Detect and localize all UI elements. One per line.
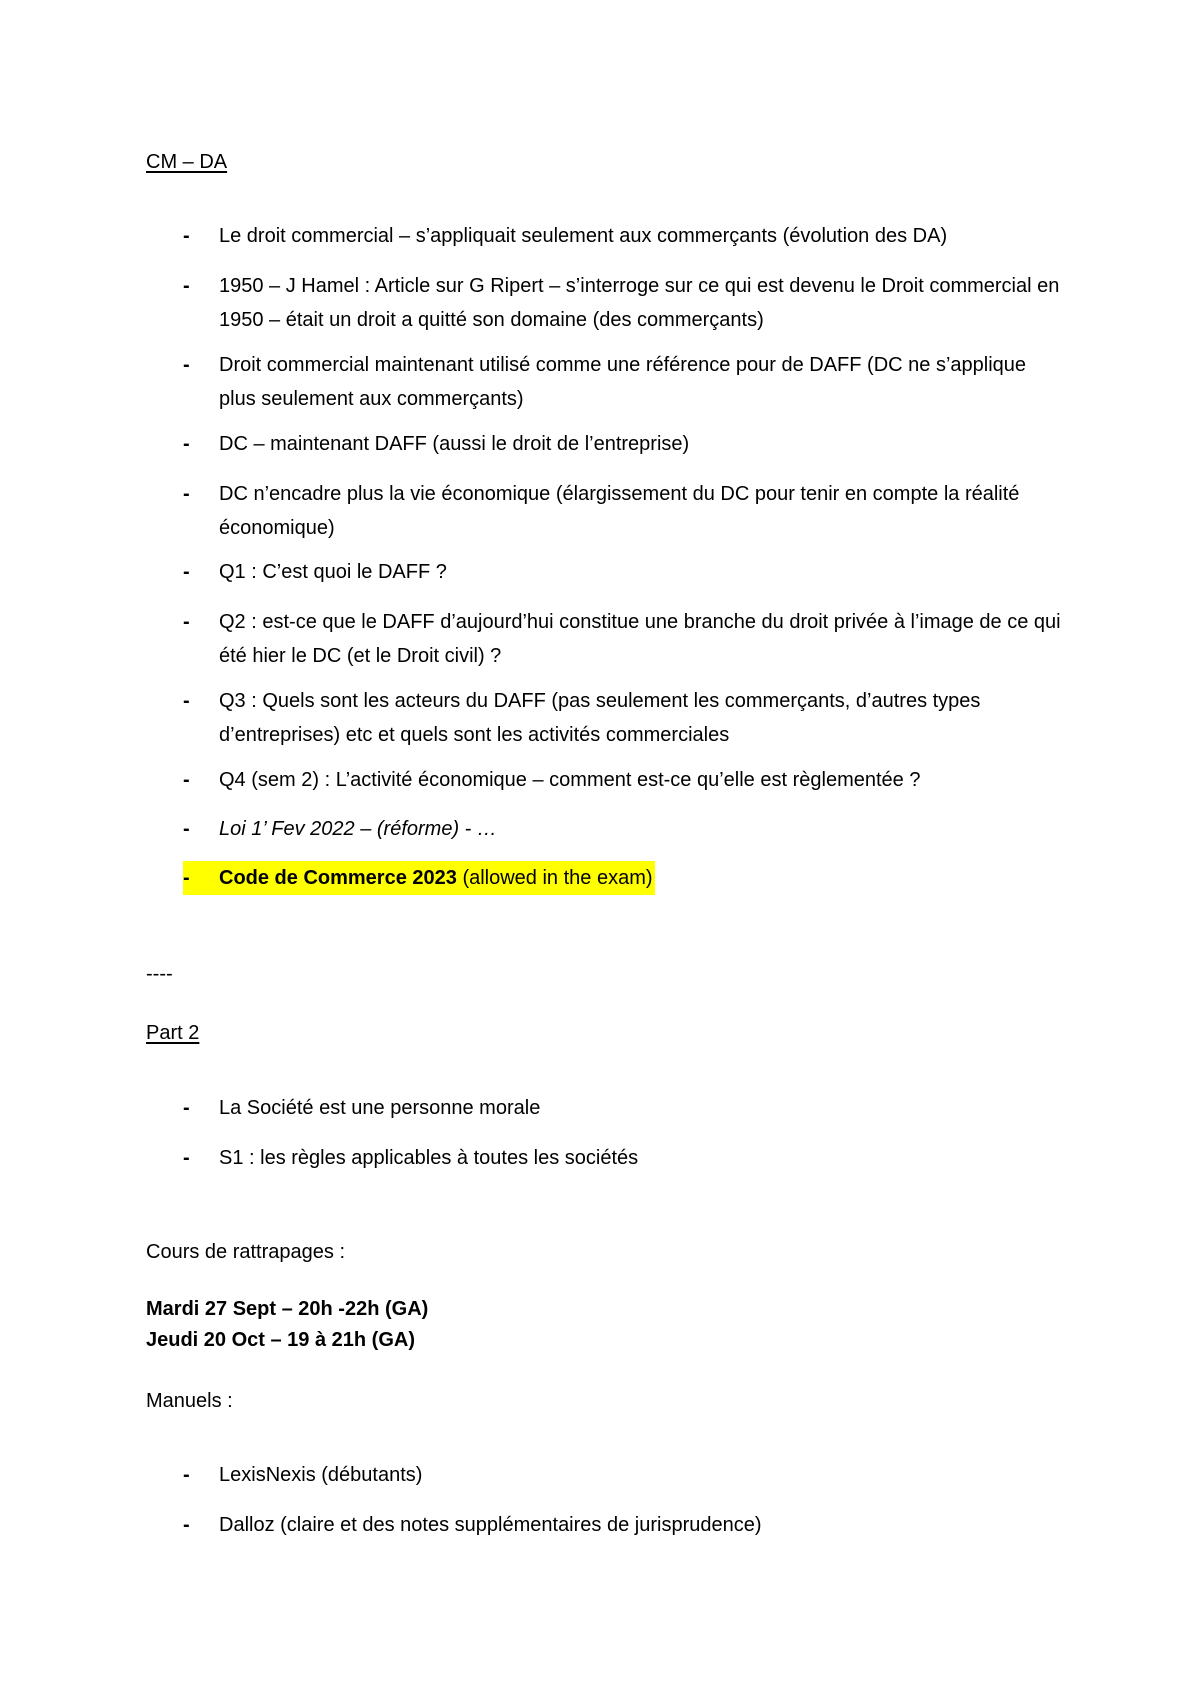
manuels-label: Manuels : <box>146 1390 233 1412</box>
rattrapage-date: Mardi 27 Sept – 20h -22h (GA) <box>146 1298 429 1320</box>
list-item-text: Le droit commercial – s’appliquait seulement aux commerçants (évolution des DA) <box>219 225 948 247</box>
bullet-dash: - <box>183 867 190 889</box>
list-item <box>183 219 1063 253</box>
bullet-dash: - <box>183 1464 190 1486</box>
bullet-dash: - <box>183 1147 190 1169</box>
list-item <box>183 1141 1063 1175</box>
list-item-text: Q1 : C’est quoi le DAFF ? <box>219 561 447 583</box>
list-item-text: Loi 1’ Fev 2022 – (réforme) - … <box>219 818 497 840</box>
list-item-text: Dalloz (claire et des notes supplémentaires de jurisprudence) <box>219 1514 762 1536</box>
bullet-dash: - <box>183 433 190 455</box>
list-item <box>183 348 1063 416</box>
list-item <box>183 812 1063 846</box>
rattrapages-label: Cours de rattrapages : <box>146 1241 345 1263</box>
bullet-dash: - <box>183 275 190 297</box>
section-title-part-2: Part 2 <box>146 1022 200 1044</box>
list-item-text: S1 : les règles applicables à toutes les sociétés <box>219 1147 639 1169</box>
highlight-note-text: (allowed in the exam) <box>456 867 653 889</box>
bullet-dash: - <box>183 354 190 376</box>
list-item <box>183 1458 1063 1492</box>
highlight-bold-text: Code de Commerce 2023 <box>219 867 457 889</box>
list-item-text: La Société est une personne morale <box>219 1097 541 1119</box>
section-title-cm-da: CM – DA <box>146 151 228 173</box>
list-item-text: Droit commercial maintenant utilisé comme une référence pour de DAFF (DC ne s’applique plus seulement aux commerçants) <box>219 354 1027 410</box>
list-item <box>183 427 1063 461</box>
rattrapage-date: Jeudi 20 Oct – 19 à 21h (GA) <box>146 1329 415 1351</box>
list-item <box>183 1508 1063 1542</box>
bullet-dash: - <box>183 561 190 583</box>
list-item-text: 1950 – J Hamel : Article sur G Ripert – s’interroge sur ce qui est devenu le Droit commercial en 1950 – était un droit a quitté son domaine (des commerçants) <box>219 275 1060 331</box>
list-item <box>183 763 1063 797</box>
list-item <box>183 1091 1063 1125</box>
bullet-dash: - <box>183 769 190 791</box>
list-item <box>183 684 1063 752</box>
list-item <box>183 477 1063 545</box>
list-item-text: Q3 : Quels sont les acteurs du DAFF (pas seulement les commerçants, d’autres types d’entreprises) etc et quels sont les activités commerciales <box>219 690 981 746</box>
bullet-dash: - <box>183 818 190 840</box>
list-item-text: DC – maintenant DAFF (aussi le droit de l’entreprise) <box>219 433 690 455</box>
bullet-dash: - <box>183 690 190 712</box>
bullet-dash: - <box>183 611 190 633</box>
list-item <box>183 555 1063 589</box>
list-item-text: Q4 (sem 2) : L’activité économique – comment est-ce qu’elle est règlementée ? <box>219 769 921 791</box>
bullet-dash: - <box>183 1097 190 1119</box>
list-item <box>183 269 1063 337</box>
bullet-dash: - <box>183 1514 190 1536</box>
list-item-text: LexisNexis (débutants) <box>219 1464 423 1486</box>
separator: ---- <box>146 963 173 985</box>
list-item-text <box>219 861 653 895</box>
bullet-dash: - <box>183 225 190 247</box>
highlighted-list-item <box>183 861 655 895</box>
list-item-text: DC n’encadre plus la vie économique (élargissement du DC pour tenir en compte la réalité économique) <box>219 483 1020 539</box>
list-item-text: Q2 : est-ce que le DAFF d’aujourd’hui constitue une branche du droit privée à l’image de ce qui été hier le DC (et le Droit civil) ? <box>219 611 1061 667</box>
bullet-dash: - <box>183 483 190 505</box>
list-item <box>183 605 1063 673</box>
